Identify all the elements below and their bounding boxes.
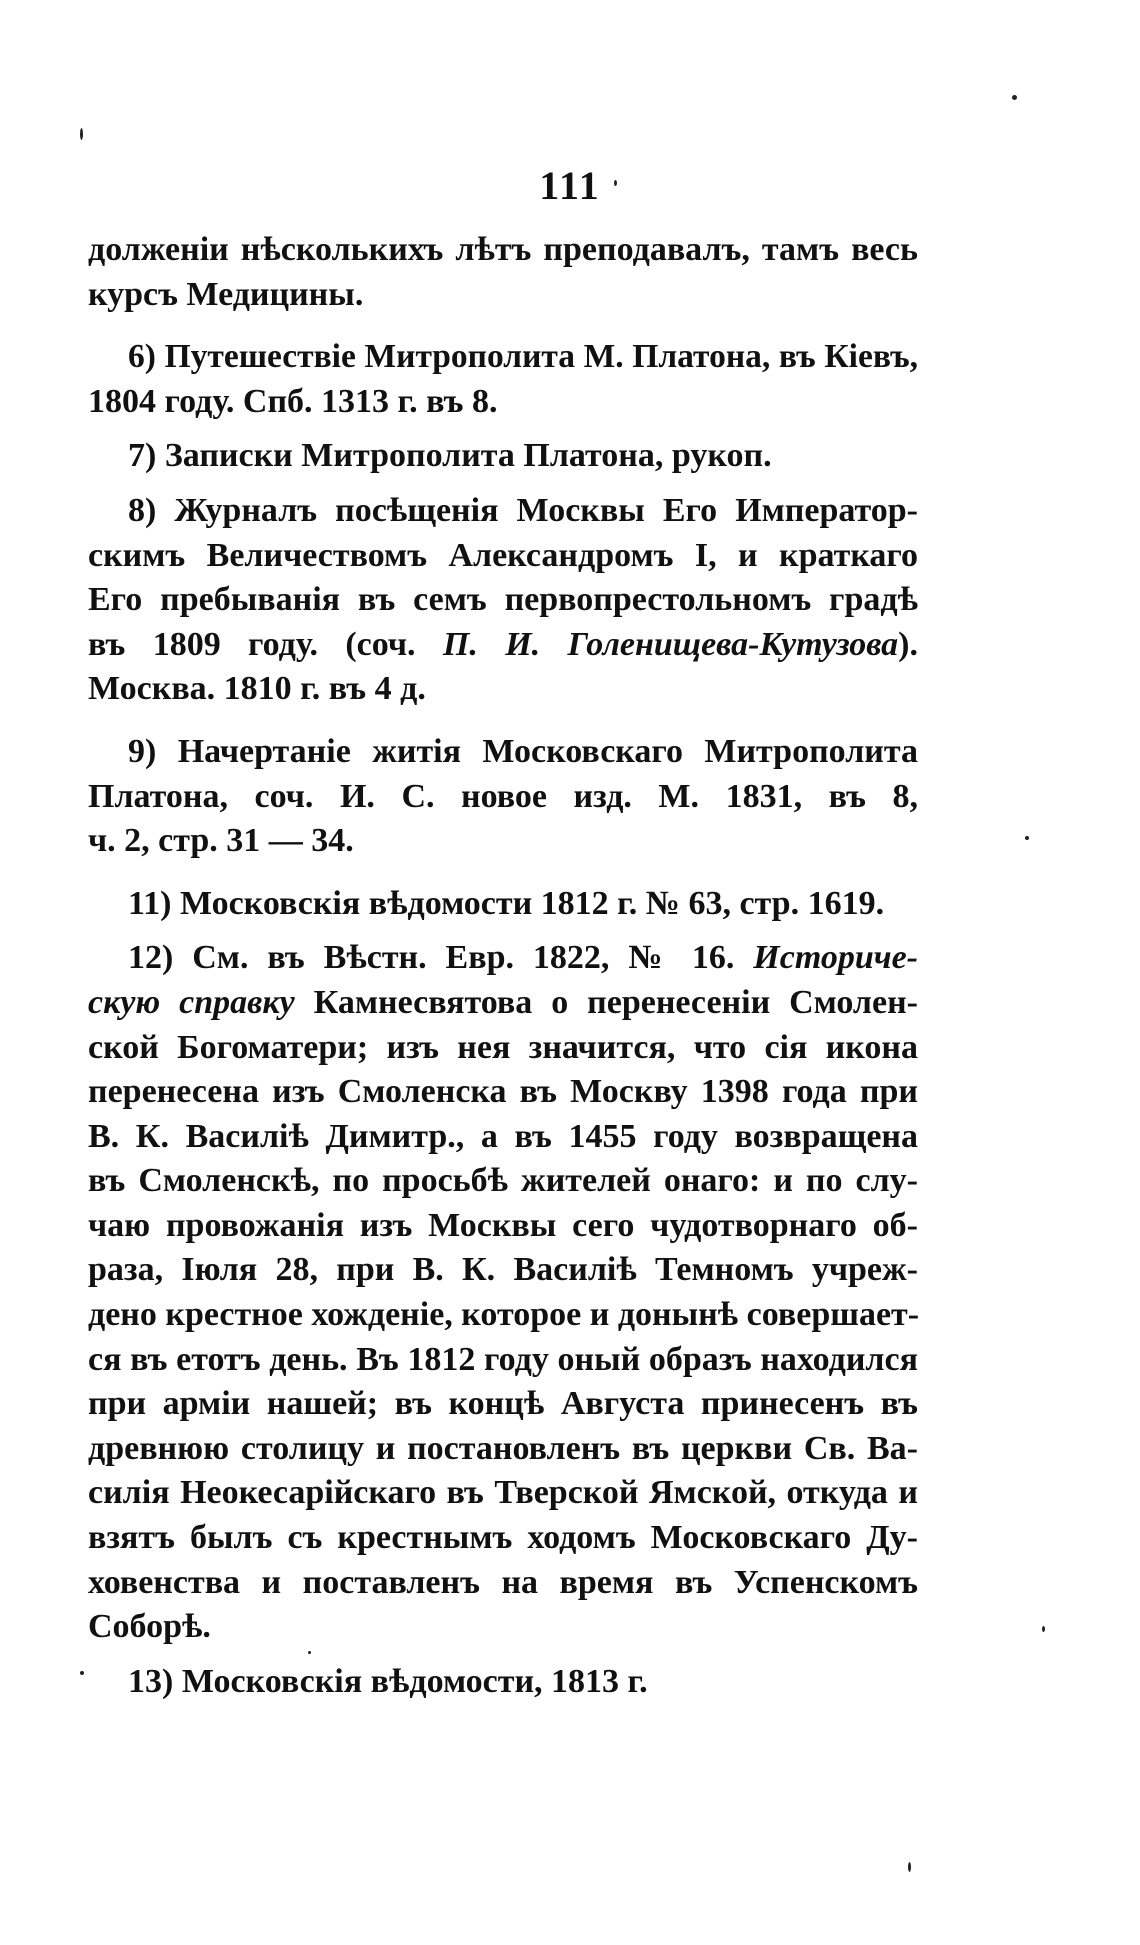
text-line: Платона, соч. И. С. новое изд. М. 1831, въ 8, [88, 777, 918, 815]
text-line: долженіи нѣсколькихъ лѣтъ преподавалъ, тамъ весь [88, 231, 918, 268]
print-speck [80, 1671, 84, 1675]
text-line: ч. 2, стр. 31 — 34. [88, 822, 354, 860]
text-line: ской Богоматери; изъ нея значится, что сія икона [88, 1028, 918, 1066]
text-line: курсъ Медицины. [88, 275, 364, 313]
text-line: 12) См. въ Вѣстн. Евр. 1822, № 16. Историче- [128, 939, 918, 977]
footnote-note-9 [88, 730, 918, 864]
text-line: въ 1809 году. (соч. П. И. Голенищева-Кутузова). [88, 625, 918, 663]
text-line: 9) Начертаніе житія Московскаго Митрополита [128, 732, 918, 770]
print-speck [908, 1862, 911, 1872]
print-speck [1012, 95, 1017, 100]
print-speck [1042, 1626, 1045, 1632]
text-line: 13) Московскія вѣдомости, 1813 г. [128, 1662, 648, 1700]
print-speck [614, 180, 617, 186]
print-speck [308, 1651, 311, 1654]
text-line: въ Смоленскѣ, по просьбѣ жителей онаго: и по слу- [88, 1162, 918, 1200]
print-speck [80, 128, 83, 140]
text-line: дено крестное хожденіе, которое и донынѣ совершает- [88, 1296, 920, 1334]
text-line: перенесена изъ Смоленска въ Москву 1398 года при [88, 1073, 918, 1111]
text-line: раза, Іюля 28, при В. К. Василіѣ Темномъ учреж- [88, 1251, 918, 1289]
text-line: скую справку Камнесвятова о перенесеніи Смолен- [88, 983, 918, 1021]
text-line: Его пребыванія въ семъ первопрестольномъ градѣ [88, 581, 918, 619]
italic-fragment: Историче- [753, 939, 918, 977]
footnote-note-6 [88, 335, 918, 424]
italic-fragment: П. И. Голенищева-Кутузова [442, 625, 899, 663]
text-line: 7) Записки Митрополита Платона, рукоп. [128, 437, 772, 475]
text-line: при арміи нашей; въ концѣ Августа принесенъ въ [88, 1385, 918, 1423]
text-line: ховенства и поставленъ на время въ Успенскомъ [88, 1563, 918, 1601]
print-speck [1025, 836, 1029, 840]
page-number: 111 [539, 163, 601, 208]
text-line: 11) Московскія вѣдомости 1812 г. № 63, стр. 1619. [128, 884, 885, 922]
text-line: 1804 году. Спб. 1313 г. въ 8. [88, 382, 498, 420]
text-line: силія Неокесарійскаго въ Тверской Ямской, откуда и [88, 1474, 918, 1512]
text-line: 6) Путешествіе Митрополита М. Платона, въ Кіевъ, [128, 338, 918, 376]
notes-body [88, 228, 918, 1714]
text-line: Москва. 1810 г. въ 4 д. [88, 670, 426, 708]
footnote-cont [88, 228, 918, 317]
text-line: древнюю столицу и постановленъ въ церкви Св. Ва- [88, 1429, 918, 1467]
text-line: В. К. Василіѣ Димитр., а въ 1455 году возвращена [88, 1117, 918, 1155]
footnote-note-11 [88, 882, 918, 927]
text-line: скимъ Величествомъ Александромъ I, и краткаго [88, 536, 918, 574]
italic-fragment: скую справку [88, 983, 295, 1021]
footnote-note-8 [88, 489, 918, 712]
text-line: ся въ етотъ день. Въ 1812 году оный образъ находился [88, 1340, 918, 1378]
footnote-note-12 [88, 936, 918, 1650]
text-line: взятъ былъ съ крестнымъ ходомъ Московскаго Ду- [88, 1519, 918, 1557]
footnote-note-7 [88, 434, 918, 479]
text-line: чаю провожанія изъ Москвы сего чудотворнаго об- [88, 1206, 918, 1244]
text-line: Соборѣ. [88, 1608, 211, 1646]
footnote-note-13 [88, 1660, 918, 1705]
text-line: 8) Журналъ посѣщенія Москвы Его Император- [128, 491, 918, 529]
